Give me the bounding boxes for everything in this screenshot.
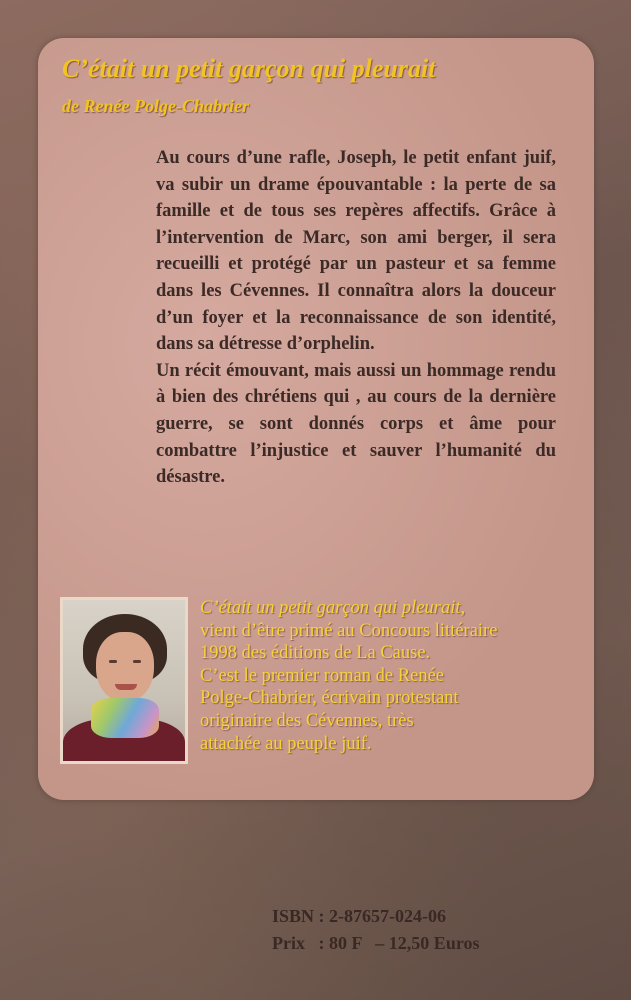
award-line: attachée au peuple juif. <box>200 733 372 754</box>
isbn: ISBN : 2-87657-024-06 <box>272 906 446 926</box>
book-author: de Renée Polge-Chabrier <box>62 96 249 116</box>
synopsis-paragraph: Au cours d’une rafle, Joseph, le petit enfant juif, va subir un drame épouvantable : la perte de sa famille et de tous ses repères affectifs. Grâce à l’intervention de Marc, son ami berger, il sera recueilli et protégé par un pasteur et sa femme dans les Cévennes. Il connaîtra alors la douceur d’un foyer et la reconnaissance de son identité, dans sa détresse d’orphelin. <box>156 148 556 355</box>
author-portrait-image <box>63 600 185 761</box>
book-title: C’était un petit garçon qui pleurait <box>62 54 436 83</box>
award-line: 1998 des éditions de La Cause. <box>200 643 431 664</box>
award-line: C’est le premier roman de Renée <box>200 665 444 686</box>
price: Prix : 80 F – 12,50 Euros <box>272 933 480 953</box>
synopsis-paragraph: Un récit émouvant, mais aussi un hommage rendu à bien des chrétiens qui , au cours de la dernière guerre, se sont donnés corps et âme pour combattre l’injustice et sauver l’humanité du désastre. <box>156 360 556 488</box>
award-line: Polge-Chabrier, écrivain protestant <box>200 688 459 709</box>
synopsis <box>156 145 556 491</box>
award-line: originaire des Cévennes, très <box>200 710 414 731</box>
award-note <box>200 597 580 755</box>
author-photo <box>60 597 188 764</box>
award-line: C’était un petit garçon qui pleurait, <box>200 598 466 618</box>
award-line: vient d’être primé au Concours littéraire <box>200 620 498 641</box>
